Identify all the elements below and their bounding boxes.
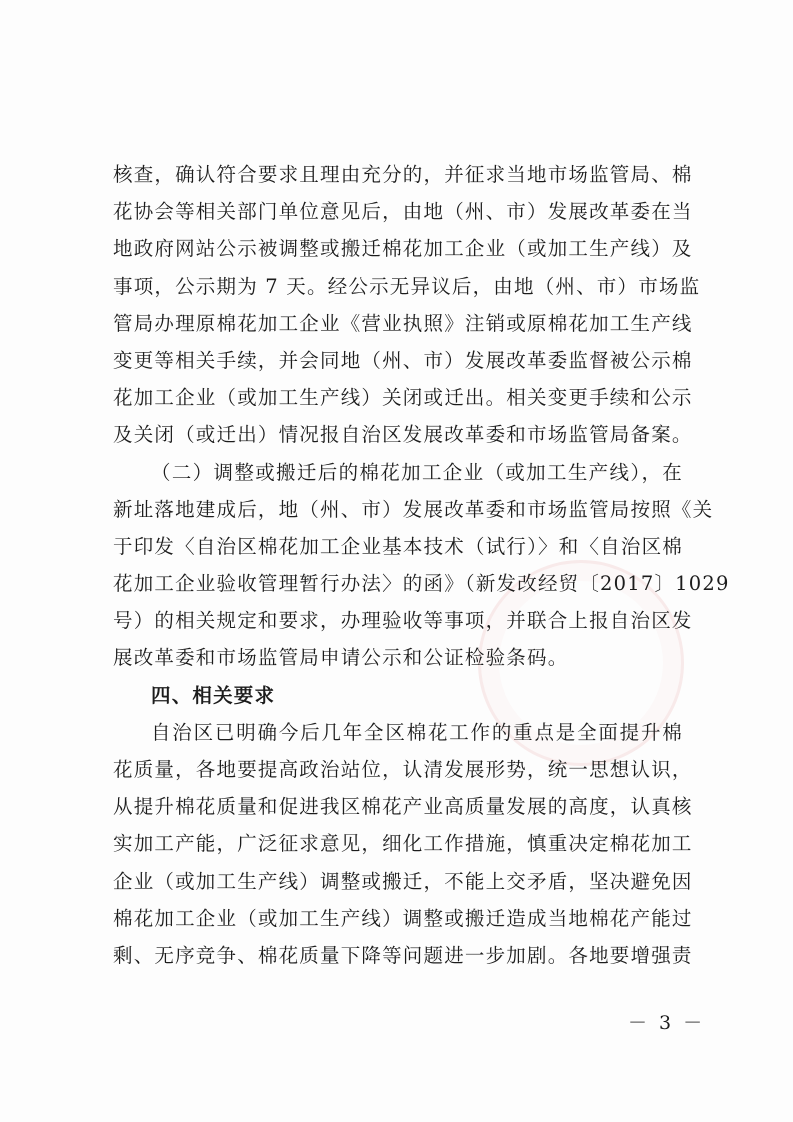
- text-line: 花协会等相关部门单位意见后，由地（州、市）发展改革委在当: [113, 200, 693, 224]
- text-line: 实加工产能，广泛征求意见，细化工作措施，慎重决定棉花加工: [113, 832, 693, 856]
- text-line: 自治区已明确今后几年全区棉花工作的重点是全面提升棉: [151, 720, 683, 744]
- text-line: 事项，公示期为 7 天。经公示无异议后，由地（州、市）市场监: [113, 274, 701, 298]
- text-line: 地政府网站公示被调整或搬迁棉花加工企业（或加工生产线）及: [113, 237, 693, 261]
- text-line: 管局办理原棉花加工企业《营业执照》注销或原棉花加工生产线: [113, 311, 693, 335]
- text-line: 核查，确认符合要求且理由充分的，并征求当地市场监管局、棉: [113, 163, 693, 186]
- text-line: 花加工企业（或加工生产线）关闭或迁出。相关变更手续和公示: [113, 386, 693, 410]
- text-line: 企业（或加工生产线）调整或搬迁，不能上交矛盾，坚决避免因: [113, 869, 693, 893]
- text-line: 号）的相关规定和要求，办理验收等事项，并联合上报自治区发: [113, 609, 693, 633]
- text-line: 新址落地建成后，地（州、市）发展改革委和市场监管局按照《关: [113, 497, 714, 521]
- text-line: 花质量，各地要提高政治站位，认清发展形势，统一思想认识，: [113, 758, 693, 781]
- section-heading: 四、相关要求: [151, 683, 276, 707]
- page-number: － 3 －: [628, 1012, 706, 1034]
- text-line: （二）调整或搬迁后的棉花加工企业（或加工生产线），在: [151, 460, 683, 484]
- text-line: 展改革委和市场监管局申请公示和公证检验条码。: [113, 646, 569, 670]
- text-line: 棉花加工企业（或加工生产线）调整或搬迁造成当地棉花产能过: [113, 906, 693, 930]
- document-body: [113, 156, 730, 974]
- text-line: 剩、无序竞争、棉花质量下降等问题进一步加剧。各地要增强责: [113, 943, 693, 967]
- text-line: 及关闭（或迁出）情况报自治区发展改革委和市场监管局备案。: [113, 423, 693, 447]
- text-line: 花加工企业验收管理暂行办法〉的函》（新发改经贸〔2017〕1029: [113, 572, 730, 596]
- text-line: 变更等相关手续，并会同地（州、市）发展改革委监督被公示棉: [113, 348, 693, 372]
- text-line: 从提升棉花质量和促进我区棉花产业高质量发展的高度，认真核: [113, 795, 693, 819]
- text-line: 于印发〈自治区棉花加工企业基本技术（试行）〉和〈自治区棉: [113, 534, 683, 558]
